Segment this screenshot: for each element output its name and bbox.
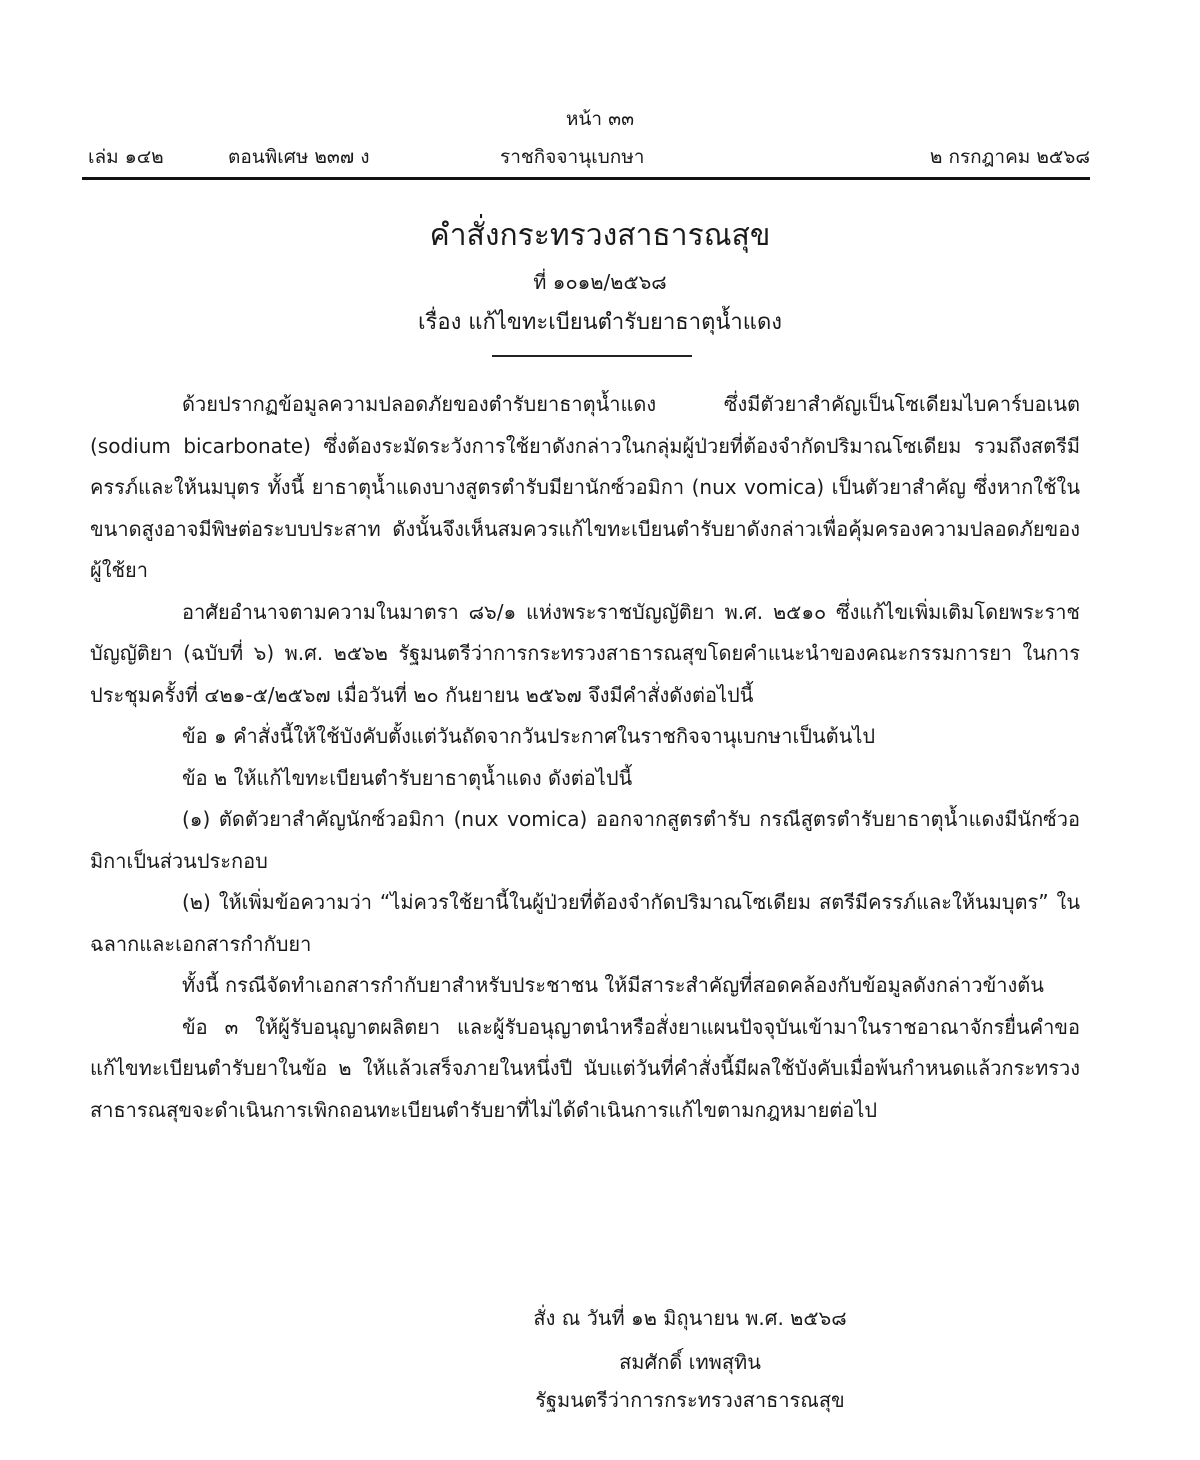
clause-3: ข้อ ๓ ให้ผู้รับอนุญาตผลิตยา และผู้รับอนุญาตนำหรือสั่งยาแผนปัจจุบันเข้ามาในราชอาณาจักรยื่นคำขอแก้ไขทะเบียนตำรับยาในข้อ ๒ ให้แล้วเสร็จภายในหนึ่งปี นับแต่วันที่คำสั่งนี้มีผลใช้บังคับเมื่อพ้นกำหนดแล้วกระทรวงสาธารณสุขจะดำเนินการเพิกถอนทะเบียนตำรับยาที่ไม่ได้ดำเนินการแก้ไขตามกฎหมายต่อไป — [90, 1014, 1080, 1122]
order-number: ที่ ๑๐๑๒/๒๕๖๘ — [533, 270, 667, 294]
page-number: หน้า ๓๓ — [565, 108, 635, 130]
document-title: คำสั่งกระทรวงสาธารณสุข — [429, 218, 771, 253]
clause-2: ข้อ ๒ ให้แก้ไขทะเบียนตำรับยาธาตุน้ำแดง ดังต่อไปนี้ — [182, 765, 633, 790]
gazette-name: ราชกิจจานุเบกษา — [500, 146, 645, 168]
volume-label: เล่ม ๑๔๒ — [88, 146, 164, 168]
paragraph-authority: อาศัยอำนาจตามความในมาตรา ๘๖/๑ แห่งพระราชบัญญัติยา พ.ศ. ๒๕๑๐ ซึ่งแก้ไขเพิ่มเติมโดยพระราชบัญญัติยา (ฉบับที่ ๖) พ.ศ. ๒๕๖๒ รัฐมนตรีว่าการกระทรวงสาธารณสุขโดยคำแนะนำของคณะกรรมการยา ในการประชุมครั้งที่ ๔๒๑-๕/๒๕๖๗ เมื่อวันที่ ๒๐ กันยายน ๒๕๖๗ จึงมีคำสั่งดังต่อไปนี้ — [90, 599, 1080, 707]
document-body — [90, 384, 1080, 1131]
header-divider — [82, 177, 1090, 180]
clause-1: ข้อ ๑ คำสั่งนี้ให้ใช้บังคับตั้งแต่วันถัดจากวันประกาศในราชกิจจานุเบกษาเป็นต้นไป — [182, 724, 876, 748]
clause-2-item-1: (๑) ตัดตัวยาสำคัญนักซ์วอมิกา (nux vomica) ออกจากสูตรตำรับ กรณีสูตรตำรับยาธาตุน้ำแดงมีนักซ์วอมิกาเป็นส่วนประกอบ — [90, 807, 1080, 873]
document-subject: เรื่อง แก้ไขทะเบียนตำรับยาธาตุน้ำแดง — [418, 310, 782, 335]
title-separator — [492, 355, 692, 357]
clause-2-item-2: (๒) ให้เพิ่มข้อความว่า “ไม่ควรใช้ยานี้ในผู้ป่วยที่ต้องจำกัดปริมาณโซเดียม สตรีมีครรภ์และให้นมบุตร” ในฉลากและเอกสารกำกับยา — [90, 890, 1080, 956]
publish-date: ๒ กรกฎาคม ๒๕๖๘ — [929, 146, 1090, 168]
clause-2-note: ทั้งนี้ กรณีจัดทำเอกสารกำกับยาสำหรับประชาชน ให้มีสาระสำคัญที่สอดคล้องกับข้อมูลดังกล่าวข้างต้น — [182, 973, 1044, 997]
signature-date: สั่ง ณ วันที่ ๑๒ มิถุนายน พ.ศ. ๒๕๖๘ — [533, 1306, 847, 1330]
gazette-header — [88, 142, 1090, 172]
signatory-position: รัฐมนตรีว่าการกระทรวงสาธารณสุข — [535, 1388, 845, 1412]
issue-label: ตอนพิเศษ ๒๓๗ ง — [228, 146, 370, 168]
paragraph-preamble: ด้วยปรากฏข้อมูลความปลอดภัยของตำรับยาธาตุน้ำแดง ซึ่งมีตัวยาสำคัญเป็นโซเดียมไบคาร์บอเนต (sodium bicarbonate) ซึ่งต้องระมัดระวังการใช้ยาดังกล่าวในกลุ่มผู้ป่วยที่ต้องจำกัดปริมาณโซเดียม รวมถึงสตรีมีครรภ์และให้นมบุตร ทั้งนี้ ยาธาตุน้ำแดงบางสูตรตำรับมียานักซ์วอมิกา (nux vomica) เป็นตัวยาสำคัญ ซึ่งหากใช้ในขนาดสูงอาจมีพิษต่อระบบประสาท ดังนั้นจึงเห็นสมควรแก้ไขทะเบียนตำรับยาดังกล่าวเพื่อคุ้มครองความปลอดภัยของผู้ใช้ยา — [90, 392, 1080, 582]
signatory-name: สมศักดิ์ เทพสุทิน — [619, 1350, 761, 1374]
